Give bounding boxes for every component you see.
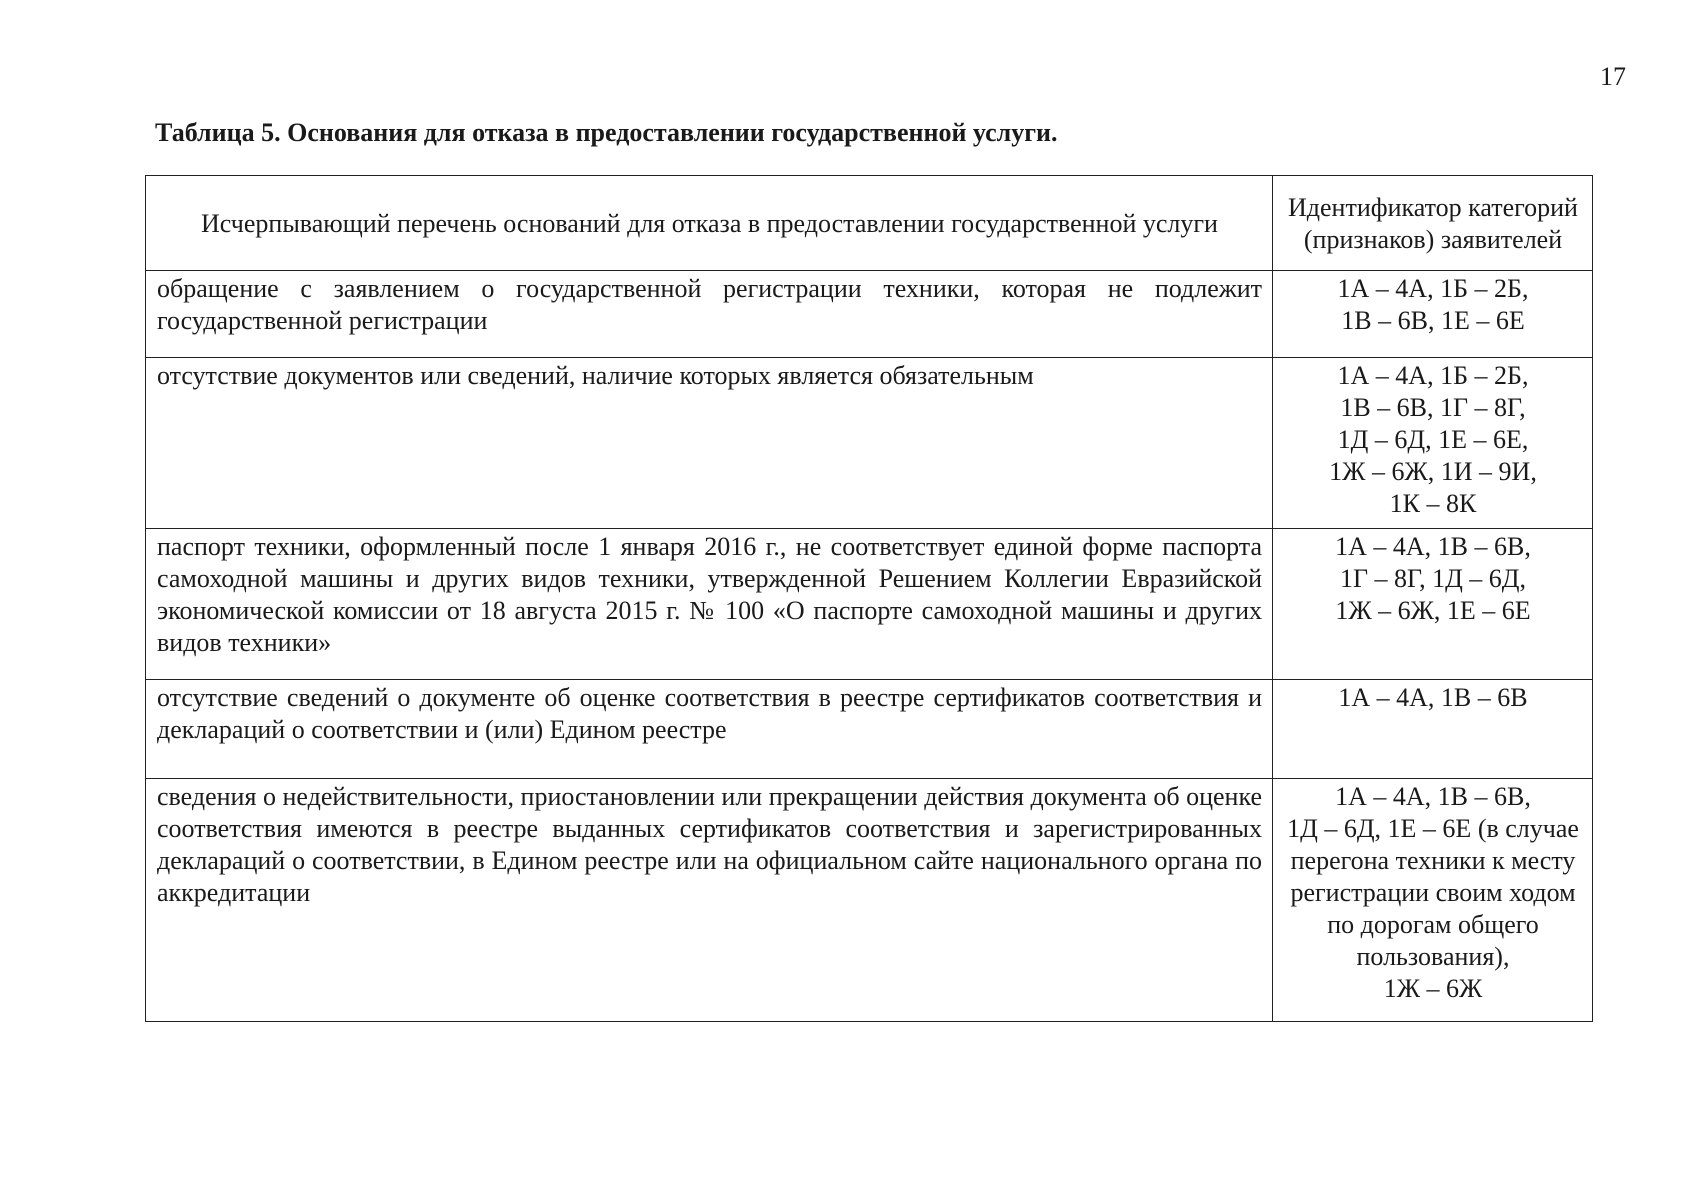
table-row <box>146 779 1593 1022</box>
table-header-row <box>146 176 1593 271</box>
ids-line: 1А – 4А, 1В – 6В, <box>1335 782 1531 811</box>
table-row <box>146 271 1593 358</box>
reason-cell: паспорт техники, оформленный после 1 января 2016 г., не соответствует единой форме паспорта самоходной машины и других видов техники, утвержденной Решением Коллегии Евразийской экономической комиссии от 18 августа 2015 г. № 100 «О паспорте самоходной машины и других видов техники» <box>146 529 1273 680</box>
ids-line: 1В – 6В, 1Г – 8Г, <box>1340 393 1526 422</box>
ids-line: регистрации своим ходом <box>1290 878 1576 907</box>
ids-line: 1А – 4А, 1Б – 2Б, <box>1337 361 1529 390</box>
ids-line: 1Д – 6Д, 1Е – 6Е (в случае <box>1287 814 1579 843</box>
ids-cell <box>1273 779 1593 1022</box>
ids-line: пользования), <box>1356 942 1510 971</box>
reason-cell: отсутствие сведений о документе об оценке соответствия в реестре сертификатов соответствия и деклараций о соответствии и (или) Едином реестре <box>146 680 1273 779</box>
ids-line: 1А – 4А, 1Б – 2Б, <box>1337 274 1529 303</box>
ids-line: 1Ж – 6Ж, 1Е – 6Е <box>1335 596 1531 625</box>
ids-line: 1К – 8К <box>1389 489 1477 518</box>
ids-line: 1Г – 8Г, 1Д – 6Д, <box>1339 564 1527 593</box>
table-row <box>146 680 1593 779</box>
table-caption: Таблица 5. Основания для отказа в предоставлении государственной услуги. <box>155 118 1058 147</box>
ids-line: по дорогам общего <box>1327 910 1539 939</box>
table-row <box>146 358 1593 529</box>
page-number: 17 <box>1600 62 1626 91</box>
header-reasons: Исчерпывающий перечень оснований для отказа в предоставлении государственной услуги <box>146 176 1273 271</box>
reason-cell: обращение с заявлением о государственной регистрации техники, которая не подлежит государственной регистрации <box>146 271 1273 358</box>
ids-line: 1А – 4А, 1В – 6В <box>1338 683 1528 712</box>
ids-cell <box>1273 358 1593 529</box>
table-row <box>146 529 1593 680</box>
ids-line: 1Ж – 6Ж <box>1383 974 1483 1003</box>
ids-line: 1В – 6В, 1Е – 6Е <box>1341 306 1525 335</box>
grounds-for-refusal-table <box>145 175 1593 1022</box>
ids-line: 1Д – 6Д, 1Е – 6Е, <box>1337 425 1529 454</box>
ids-line: 1Ж – 6Ж, 1И – 9И, <box>1329 457 1537 486</box>
ids-cell <box>1273 271 1593 358</box>
reason-cell: сведения о недействительности, приостановлении или прекращении действия документа об оценке соответствия имеются в реестре выданных сертификатов соответствия и зарегистрированных деклараций о соответствии, в Едином реестре или на официальном сайте национального органа по аккредитации <box>146 779 1273 1022</box>
ids-line: перегона техники к месту <box>1290 846 1576 875</box>
ids-line: 1А – 4А, 1В – 6В, <box>1335 532 1531 561</box>
reason-cell: отсутствие документов или сведений, наличие которых является обязательным <box>146 358 1273 529</box>
header-applicant-ids: Идентификатор категорий (признаков) заявителей <box>1273 176 1593 271</box>
ids-cell <box>1273 680 1593 779</box>
ids-cell <box>1273 529 1593 680</box>
